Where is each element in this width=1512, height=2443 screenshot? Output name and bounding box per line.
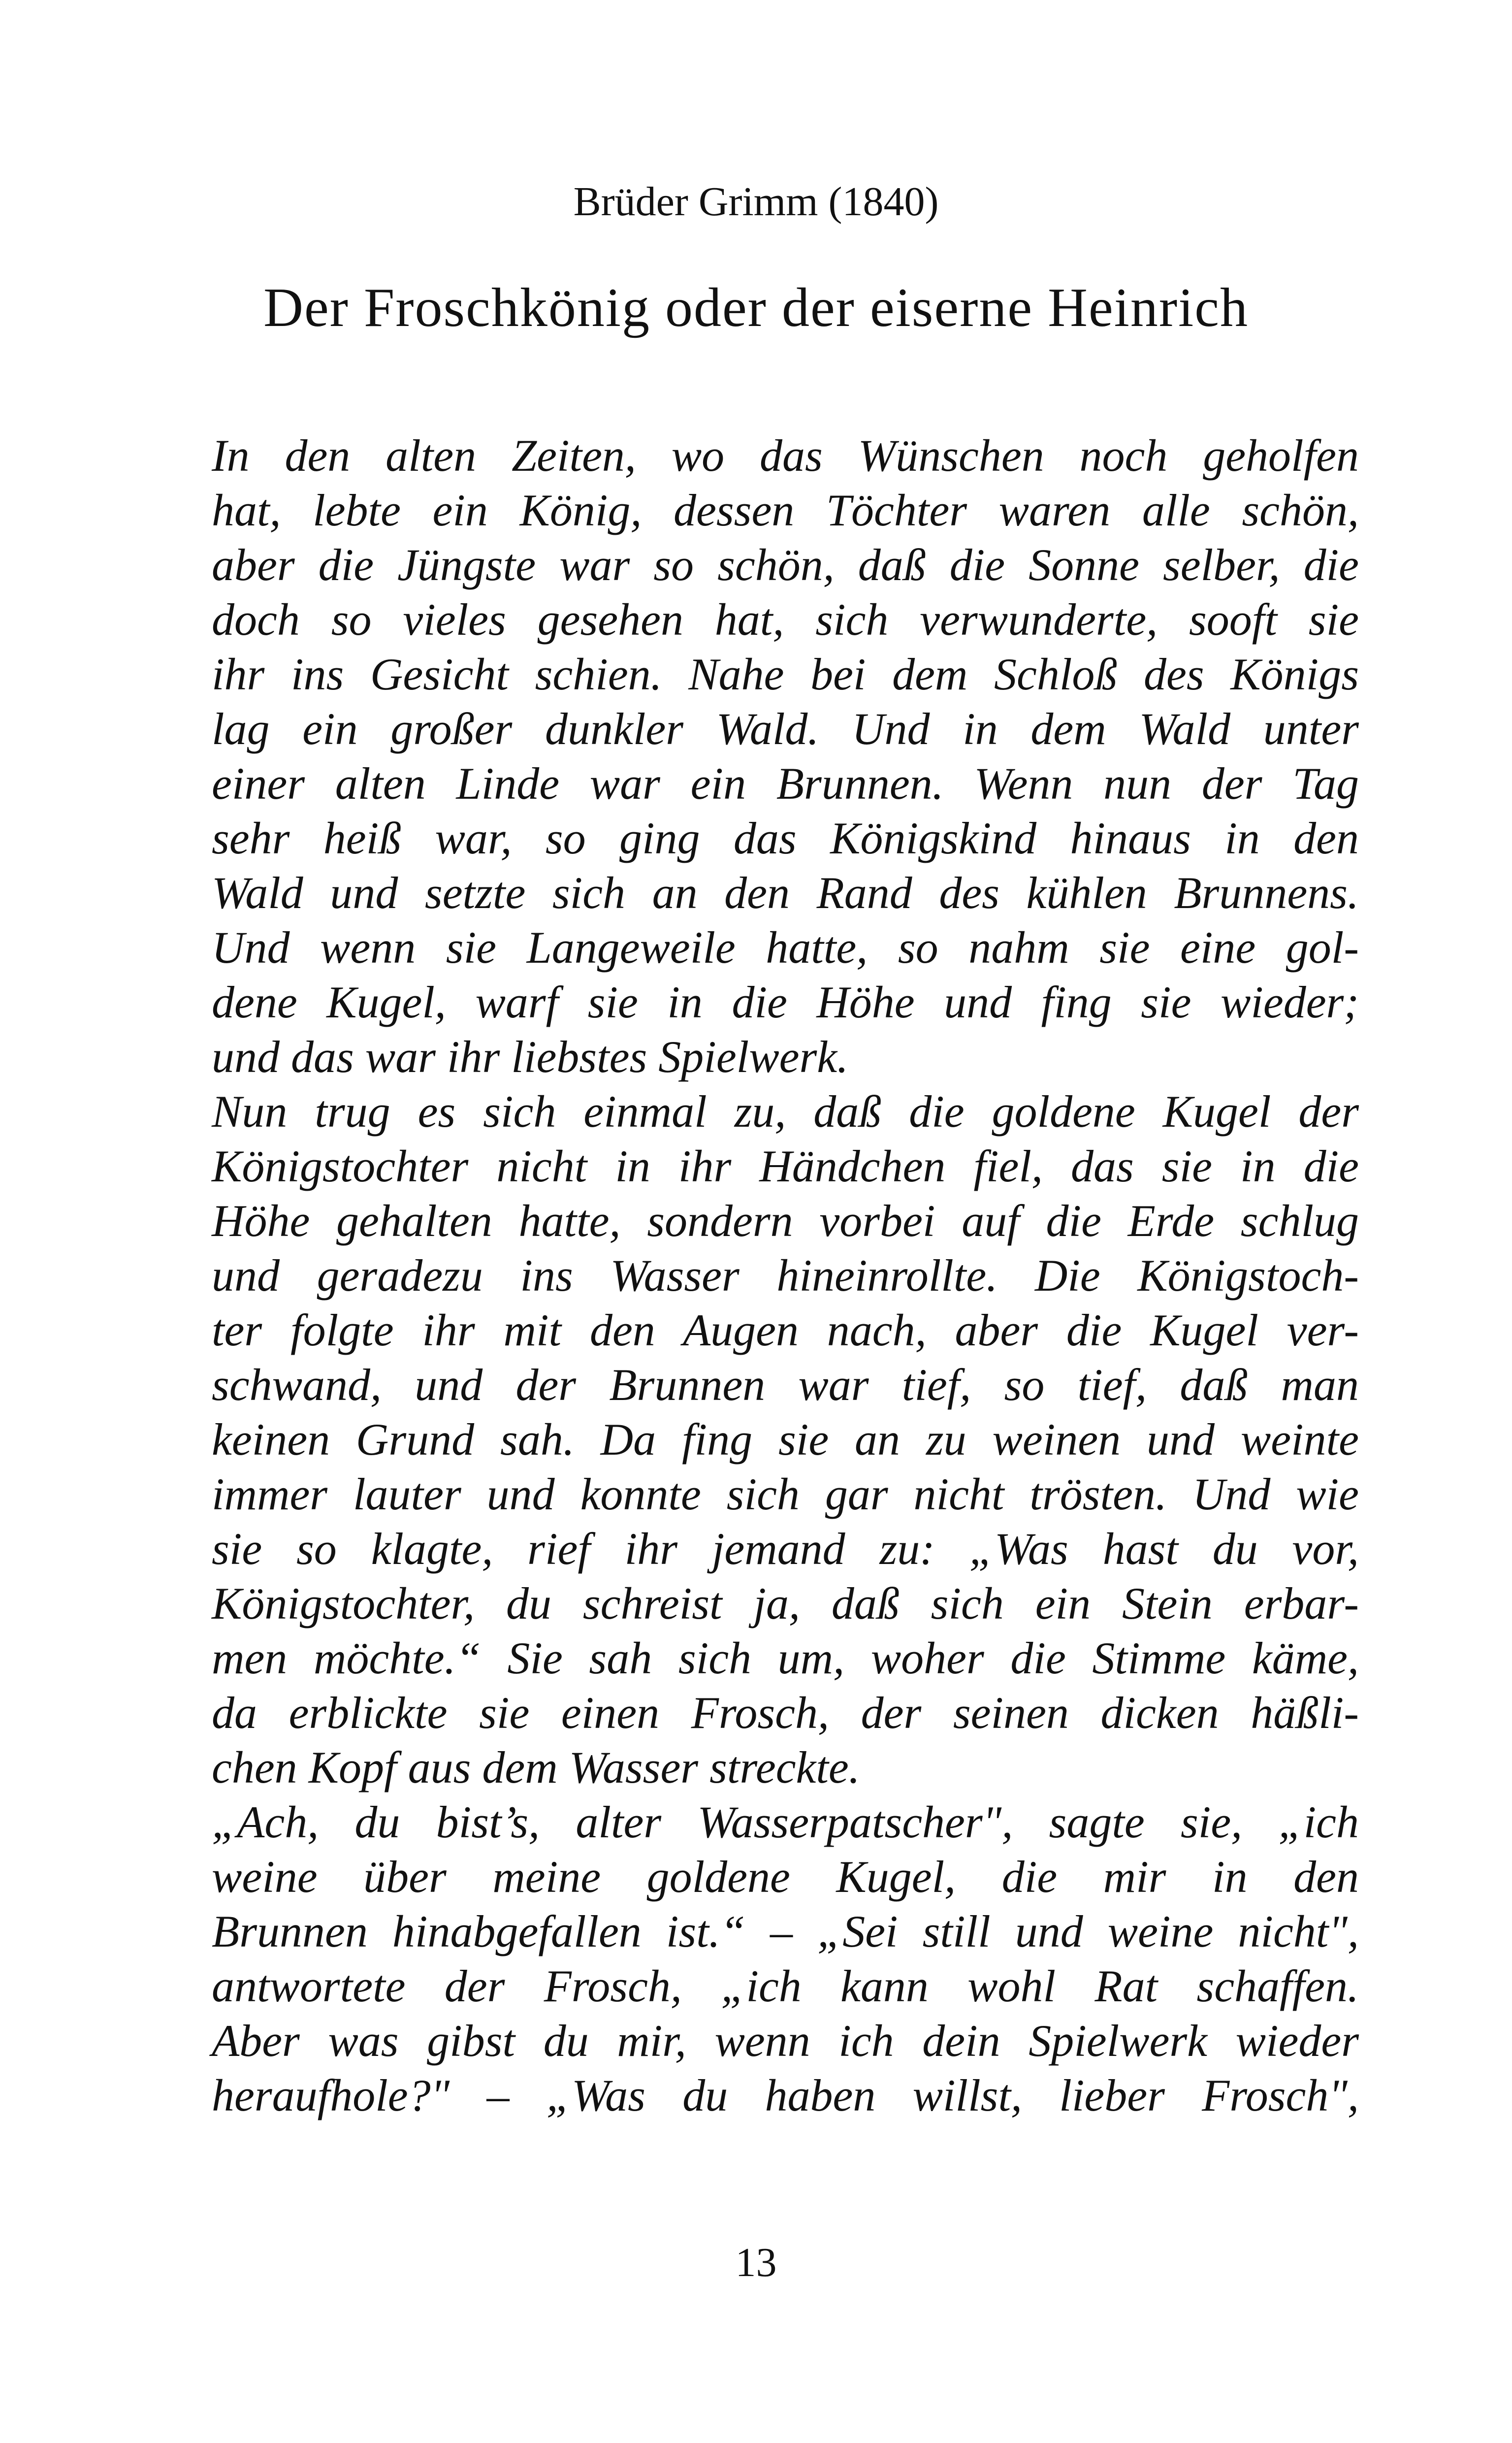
text-line: da erblickte sie einen Frosch, der seinen dicken häßli-	[212, 1688, 1359, 1738]
text-line: men möchte.“ Sie sah sich um, woher die Stimme käme,	[212, 1633, 1359, 1683]
text-line: antwortete der Frosch, „ich kann wohl Rat schaffen.	[212, 1961, 1359, 2011]
text-line: ihr ins Gesicht schien. Nahe bei dem Schloß des Königs	[212, 649, 1359, 699]
text-line: einer alten Linde war ein Brunnen. Wenn nun der Tag	[212, 758, 1359, 809]
text-line: keinen Grund sah. Da fing sie an zu weinen und weinte	[212, 1414, 1359, 1465]
text-line: hat, lebte ein König, dessen Töchter waren alle schön,	[212, 485, 1359, 535]
text-line: Aber was gibst du mir, wenn ich dein Spielwerk wieder	[212, 2016, 1359, 2066]
text-line: Höhe gehalten hatte, sondern vorbei auf die Erde schlug	[212, 1196, 1359, 1246]
text-line: chen Kopf aus dem Wasser streckte.	[212, 1742, 860, 1792]
text-line: Und wenn sie Langeweile hatte, so nahm sie eine gol-	[212, 922, 1359, 973]
text-line: Königstochter nicht in ihr Händchen fiel, das sie in die	[212, 1141, 1359, 1191]
story-title: Der Froschkönig oder der eiserne Heinrich	[263, 277, 1249, 338]
text-line: aber die Jüngste war so schön, daß die Sonne selber, die	[212, 540, 1359, 590]
text-line: Nun trug es sich einmal zu, daß die goldene Kugel der	[212, 1086, 1359, 1137]
text-line: sehr heiß war, so ging das Königskind hinaus in den	[212, 813, 1359, 863]
text-line: immer lauter und konnte sich gar nicht trösten. Und wie	[212, 1469, 1359, 1519]
text-line: und das war ihr liebstes Spielwerk.	[212, 1032, 849, 1082]
text-line: In den alten Zeiten, wo das Wünschen noch geholfen	[212, 430, 1359, 481]
author-line: Brüder Grimm (1840)	[573, 179, 939, 225]
story-text	[212, 428, 1359, 2123]
text-line: weine über meine goldene Kugel, die mir in den	[212, 1852, 1359, 1902]
text-line: Wald und setzte sich an den Rand des kühlen Brunnens.	[212, 868, 1359, 918]
text-line: lag ein großer dunkler Wald. Und in dem Wald unter	[212, 704, 1359, 754]
text-line: Königstochter, du schreist ja, daß sich ein Stein erbar-	[212, 1578, 1359, 1629]
text-line: Brunnen hinabgefallen ist.“ – „Sei still und weine nicht",	[212, 1906, 1359, 1956]
text-line: und geradezu ins Wasser hineinrollte. Die Königstoch-	[212, 1250, 1359, 1301]
text-line: schwand, und der Brunnen war tief, so tief, daß man	[212, 1360, 1359, 1410]
text-line: doch so vieles gesehen hat, sich verwunderte, sooft sie	[212, 594, 1359, 645]
text-line: sie so klagte, rief ihr jemand zu: „Was hast du vor,	[212, 1524, 1359, 1574]
text-line: ter folgte ihr mit den Augen nach, aber die Kugel ver-	[212, 1305, 1359, 1355]
text-line: dene Kugel, warf sie in die Höhe und fing sie wieder;	[212, 977, 1359, 1027]
text-line: „Ach, du bist’s, alter Wasserpatscher", sagte sie, „ich	[212, 1797, 1359, 1847]
text-line: heraufhole?" – „Was du haben willst, lieber Frosch",	[212, 2070, 1359, 2120]
page-number: 13	[735, 2240, 777, 2285]
